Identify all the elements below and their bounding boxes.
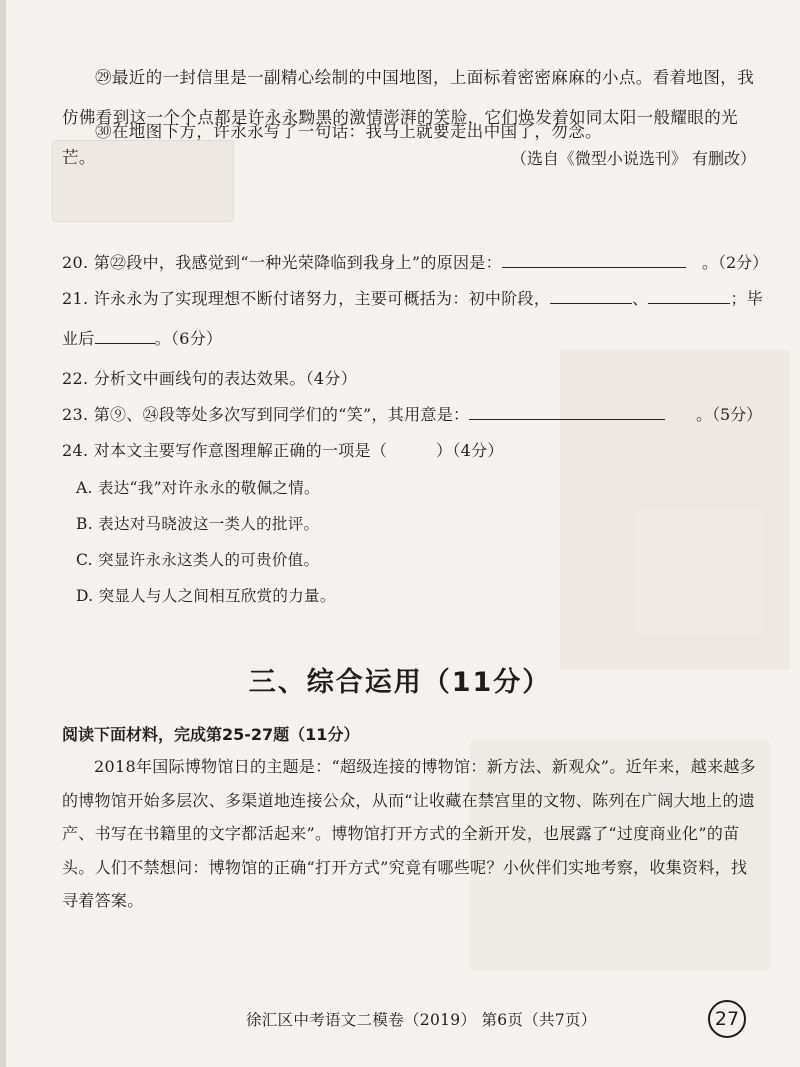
- paragraph-30: ㉚在地图下方，许永永写了一句话：我马上就要走出中国了，勿念。: [95, 122, 602, 141]
- question-21-line2: [62, 326, 222, 349]
- option-d[interactable]: D. 突显人与人之间相互欣赏的力量。: [76, 587, 336, 605]
- reading-material: 2018年国际博物馆日的主题是：“超级连接的博物馆：新方法、新观众”。近年来，越来越多的博物馆开始多层次、多渠道地连接公众，从而“让收藏在禁宫里的文物、陈列在广阔大地上的遗产、书写在书籍里的文字都活起来”。博物馆打开方式的全新开发，也展露了“过度商业化”的苗头。人们不禁想问：博物馆的正确“打开方式”究竟有哪些呢？小伙伴们实地考察，收集资料，找寻着答案。: [62, 757, 756, 910]
- answer-blank-23[interactable]: [469, 403, 665, 420]
- question-20-text: 20. 第㉒段中，我感觉到“一种光荣降临到我身上”的原因是：: [62, 253, 502, 272]
- question-23-score: 。（5分）: [696, 405, 763, 424]
- answer-blank-21c[interactable]: [95, 327, 155, 344]
- section-instruction: 阅读下面材料，完成第25-27题（11分）: [62, 725, 360, 744]
- question-22: 22. 分析文中画线句的表达效果。（4分）: [62, 369, 358, 388]
- section-title: 三、综合运用（11分）: [248, 667, 552, 698]
- answer-blank-21b[interactable]: [648, 287, 730, 304]
- question-20: [62, 250, 686, 273]
- question-21-sep: 、: [632, 289, 649, 308]
- question-21-line2-text: 业后: [62, 329, 95, 348]
- source-note: （选自《微型小说选刊》 有删改）: [510, 149, 756, 168]
- option-b[interactable]: B. 表达对马晓波这一类人的批评。: [76, 515, 320, 533]
- page-number-circle: 27: [708, 1000, 746, 1038]
- question-21-text: 21. 许永永为了实现理想不断付诸努力，主要可概括为：初中阶段，: [62, 289, 551, 308]
- question-21-score: 。（6分）: [154, 329, 223, 348]
- question-23-text: 23. 第⑨、㉔段等处多次写到同学们的“笑”，其用意是：: [62, 405, 470, 424]
- answer-blank-20[interactable]: [502, 251, 686, 268]
- bleed-through-area: [560, 350, 790, 670]
- question-21: [62, 286, 763, 309]
- question-20-score: 。（2分）: [702, 253, 769, 272]
- answer-blank-21a[interactable]: [550, 287, 632, 304]
- paragraph-29: ㉙最近的一封信里是一副精心绘制的中国地图，上面标着密密麻麻的小点。看着地图，我仿佛看到这一个个点都是许永永黝黑的激情澎湃的笑脸，它们焕发着如同太阳一般耀眼的光芒。: [62, 68, 755, 167]
- option-c[interactable]: C. 突显许永永这类人的可贵价值。: [76, 551, 320, 569]
- question-24: 24. 对本文主要写作意图理解正确的一项是（ ）（4分）: [62, 441, 504, 460]
- question-23: [62, 402, 665, 425]
- question-21-end: ；毕: [730, 289, 764, 308]
- page-footer: 徐汇区中考语文二模卷（2019） 第6页（共7页）: [246, 1011, 597, 1029]
- option-a[interactable]: A. 表达“我”对许永永的敬佩之情。: [76, 479, 320, 497]
- page-edge: [0, 0, 6, 1067]
